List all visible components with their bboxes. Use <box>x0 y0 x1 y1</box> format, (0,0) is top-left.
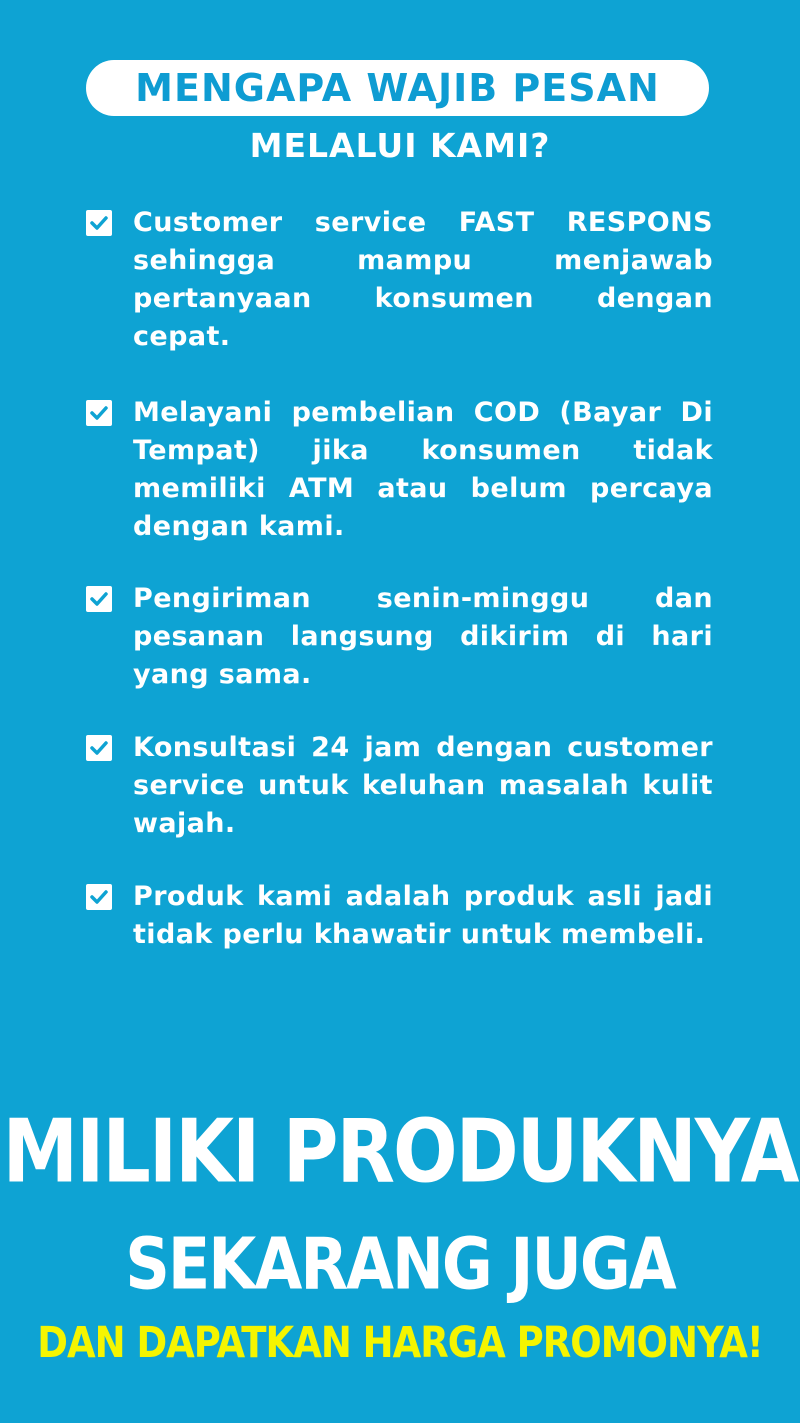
page-title: MENGAPA WAJIB PESAN <box>135 66 660 110</box>
cta-promo-text: DAN DAPATKAN HARGA PROMONYA! <box>37 1318 763 1368</box>
checkbox-checked-icon <box>86 400 112 426</box>
checkbox-checked-icon <box>86 586 112 612</box>
title-banner <box>86 60 709 116</box>
page-subtitle: MELALUI KAMI? <box>249 126 551 165</box>
checkbox-checked-icon <box>86 735 112 761</box>
benefit-text: Konsultasi 24 jam dengan customer service untuk keluhan masalah kulit wajah. <box>133 732 713 839</box>
cta-headline: MILIKI PRODUKNYA <box>2 1100 798 1203</box>
benefit-text: Customer service FAST RESPONS sehingga mampu menjawab pertanyaan konsumen dengan cepat. <box>133 207 713 352</box>
checkbox-checked-icon <box>86 884 112 910</box>
benefit-text: Pengiriman senin-minggu dan pesanan langsung dikirim di hari yang sama. <box>133 583 713 690</box>
benefit-text: Melayani pembelian COD (Bayar Di Tempat) jika konsumen tidak memiliki ATM atau belum percaya dengan kami. <box>133 397 713 542</box>
benefit-text: Produk kami adalah produk asli jadi tidak perlu khawatir untuk membeli. <box>133 881 713 950</box>
checkbox-checked-icon <box>86 210 112 236</box>
cta-subheadline: SEKARANG JUGA <box>125 1222 675 1306</box>
